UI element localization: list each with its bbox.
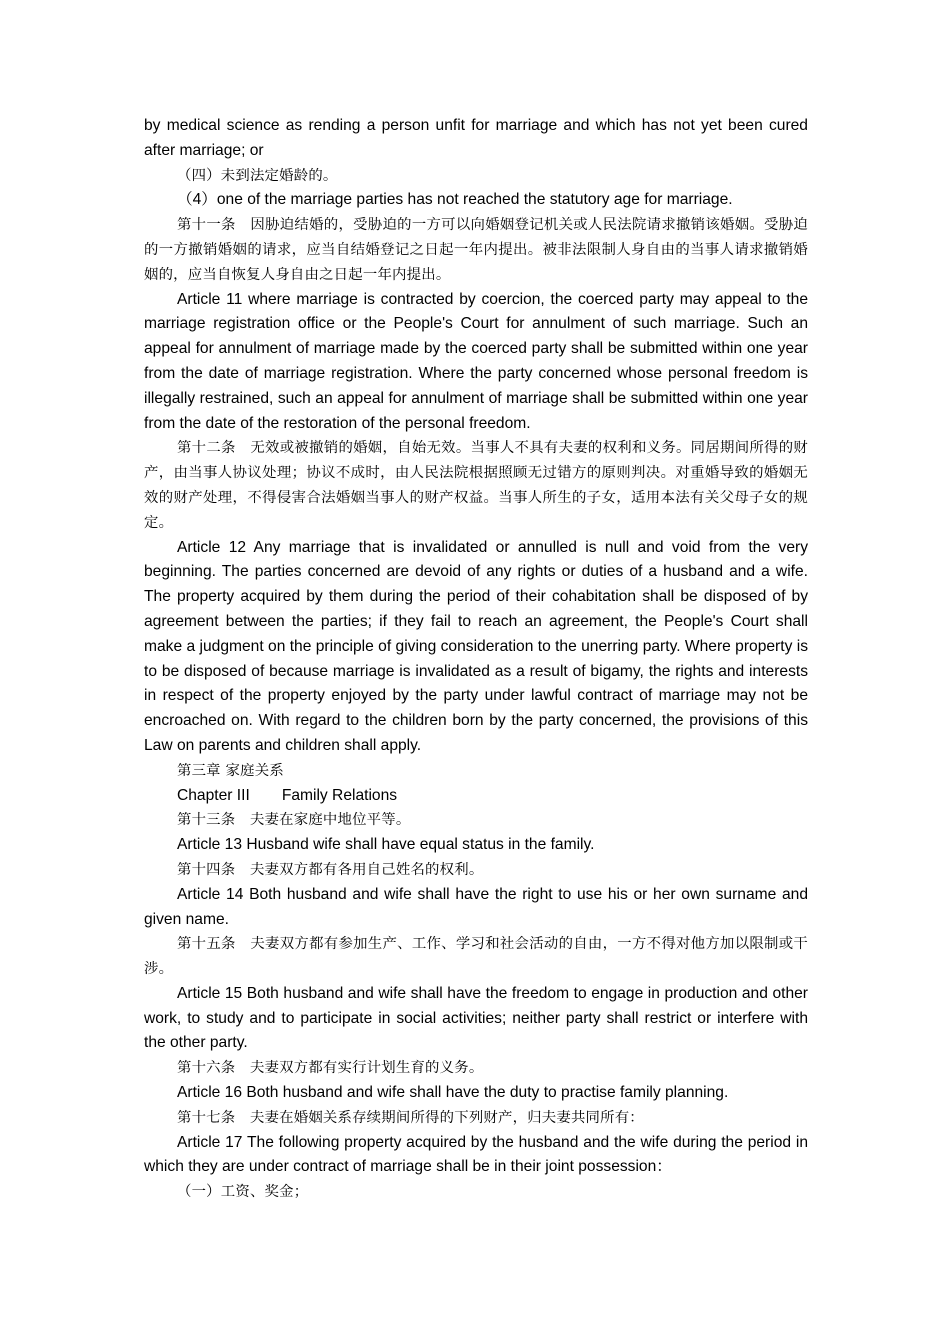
article-16-en: Article 16 Both husband and wife shall have the duty to practise family planning. xyxy=(177,1084,729,1102)
chapter-number: Chapter III xyxy=(177,786,250,804)
article-13-en: Article 13 Husband wife shall have equal status in the family. xyxy=(177,836,595,854)
document-page xyxy=(144,114,808,1205)
article-14-zh: 第十四条 夫妻双方都有各用自己姓名的权利。 xyxy=(177,861,484,878)
article-11-zh: 第十一条 因胁迫结婚的，受胁迫的一方可以向婚姻登记机关或人民法院请求撤销该婚姻。受胁迫的一方撤销婚姻的请求，应当自结婚登记之日起一年内提出。被非法限制人身自由的当事人请求撤销婚姻的，应当自恢复人身自由之日起一年内提出。 xyxy=(144,217,808,283)
list-item-zh: （一）工资、奖金； xyxy=(177,1184,309,1201)
article-17-en: Article 17 The following property acquired by the husband and the wife during the period in which they are under contract of marriage shall be in their joint possession： xyxy=(144,1133,808,1176)
article-14-en: Article 14 Both husband and wife shall have the right to use his or her own surname and given name. xyxy=(144,885,808,928)
paragraph-en: by medical science as rending a person unfit for marriage and which has not yet been cured after marriage; or xyxy=(144,117,808,159)
article-11-en: Article 11 where marriage is contracted by coercion, the coerced party may appeal to the marriage registration office or the People's Court for annulment of such marriage. Such an appeal for annulment of marriage made by the coerced party shall be submitted within one year from the date of marriage registration. Where the party concerned whose personal freedom is illegally restrained, such an appeal for annulment of marriage shall be submitted within one year from the date of the restoration of the personal freedom. xyxy=(144,290,808,432)
article-12-en: Article 12 Any marriage that is invalidated or annulled is null and void from the very beginning. The parties concerned are devoid of any rights or duties of a husband and a wife. The property acquired by them during the period of their cohabitation shall be disposed of by agreement between the parties; if they fail to reach an agreement, the People's Court shall make a judgment on the principle of giving consideration to the unerring party. Where property is to be disposed of because marriage is invalidated as a result of bigamy, the rights and interests in respect of the property enjoyed by the party under lawful contract of marriage may not be encroached on. With regard to the children born by the party concerned, the provisions of this Law on parents and children shall apply. xyxy=(144,538,808,754)
article-16-zh: 第十六条 夫妻双方都有实行计划生育的义务。 xyxy=(177,1060,484,1077)
chapter-heading-zh: 第三章 家庭关系 xyxy=(177,762,284,779)
chapter-heading-en xyxy=(144,784,808,809)
article-15-zh: 第十五条 夫妻双方都有参加生产、工作、学习和社会活动的自由，一方不得对他方加以限制或干涉。 xyxy=(144,936,808,978)
chapter-title: Family Relations xyxy=(281,786,398,804)
article-15-en: Article 15 Both husband and wife shall have the freedom to engage in production and other work, to study and to participate in social activities; neither party shall restrict or interfere with the other party. xyxy=(144,984,808,1052)
article-17-zh: 第十七条 夫妻在婚姻关系存续期间所得的下列财产，归夫妻共同所有： xyxy=(177,1109,644,1126)
paragraph-en: （4）one of the marriage parties has not reached the statutory age for marriage. xyxy=(177,191,733,209)
article-13-zh: 第十三条 夫妻在家庭中地位平等。 xyxy=(177,812,411,829)
paragraph-zh: （四）未到法定婚龄的。 xyxy=(177,167,338,184)
article-12-zh: 第十二条 无效或被撤销的婚姻，自始无效。当事人不具有夫妻的权利和义务。同居期间所得的财产，由当事人协议处理；协议不成时，由人民法院根据照顾无过错方的原则判决。对重婚导致的婚姻无效的财产处理，不得侵害合法婚姻当事人的财产权益。当事人所生的子女，适用本法有关父母子女的规定。 xyxy=(144,440,808,531)
